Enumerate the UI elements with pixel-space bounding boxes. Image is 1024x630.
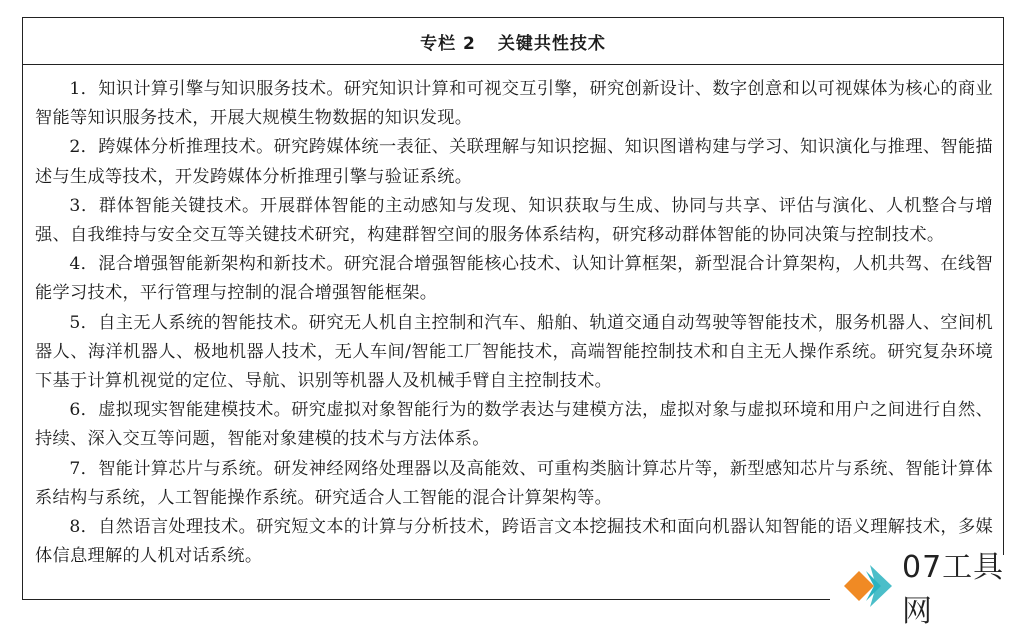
- watermark-logo-icon: [840, 561, 898, 611]
- column-title: [420, 29, 606, 54]
- column-header: [23, 18, 1003, 65]
- paragraph-8: 8．自然语言处理技术。研究短文本的计算与分析技术，跨语言文本挖掘技术和面向机器认知智能的语义理解技术，多媒体信息理解的人机对话系统。: [35, 517, 993, 567]
- column-content: [23, 65, 1003, 571]
- column-title-text: 关键共性技术: [497, 33, 606, 54]
- column-number: 专栏 2: [420, 33, 476, 54]
- paragraph-6: 6．虚拟现实智能建模技术。研究虚拟对象智能行为的数学表达与建模方法，虚拟对象与虚拟环境和用户之间进行自然、持续、深入交互等问题，智能对象建模的技术与方法体系。: [35, 400, 993, 450]
- paragraph-4: 4．混合增强智能新架构和新技术。研究混合增强智能核心技术、认知计算框架，新型混合计算架构，人机共驾、在线智能学习技术，平行管理与控制的混合增强智能框架。: [35, 254, 993, 304]
- paragraph-7: 7．智能计算芯片与系统。研发神经网络处理器以及高能效、可重构类脑计算芯片等，新型感知芯片与系统、智能计算体系结构与系统，人工智能操作系统。研究适合人工智能的混合计算架构等。: [35, 458, 993, 508]
- paragraph-1: 1．知识计算引擎与知识服务技术。研究知识计算和可视交互引擎，研究创新设计、数字创意和以可视媒体为核心的商业智能等知识服务技术，开展大规模生物数据的知识发现。: [35, 79, 993, 129]
- paragraph-3: 3．群体智能关键技术。开展群体智能的主动感知与发现、知识获取与生成、协同与共享、评估与演化、人机整合与增强、自我维持与安全交互等关键技术研究，构建群智空间的服务体系结构，研究移动群体智能的协同决策与控制技术。: [35, 195, 993, 246]
- paragraph-2: 2．跨媒体分析推理技术。研究跨媒体统一表征、关联理解与知识挖掘、知识图谱构建与学习、知识演化与推理、智能描述与生成等技术，开发跨媒体分析推理引擎与验证系统。: [35, 137, 993, 187]
- column-box: [22, 17, 1004, 600]
- watermark: [830, 550, 1024, 629]
- paragraph-5: 5．自主无人系统的智能技术。研究无人机自主控制和汽车、船舶、轨道交通自动驾驶等智能技术，服务机器人、空间机器人、海洋机器人、极地机器人技术，无人车间/智能工厂智能技术，高端智能控制技术和自主无人操作系统。研究复杂环境下基于计算机视觉的定位、导航、识别等机器人及机械手臂自主控制技术。: [35, 312, 993, 392]
- watermark-text: 07工具网: [902, 550, 1005, 629]
